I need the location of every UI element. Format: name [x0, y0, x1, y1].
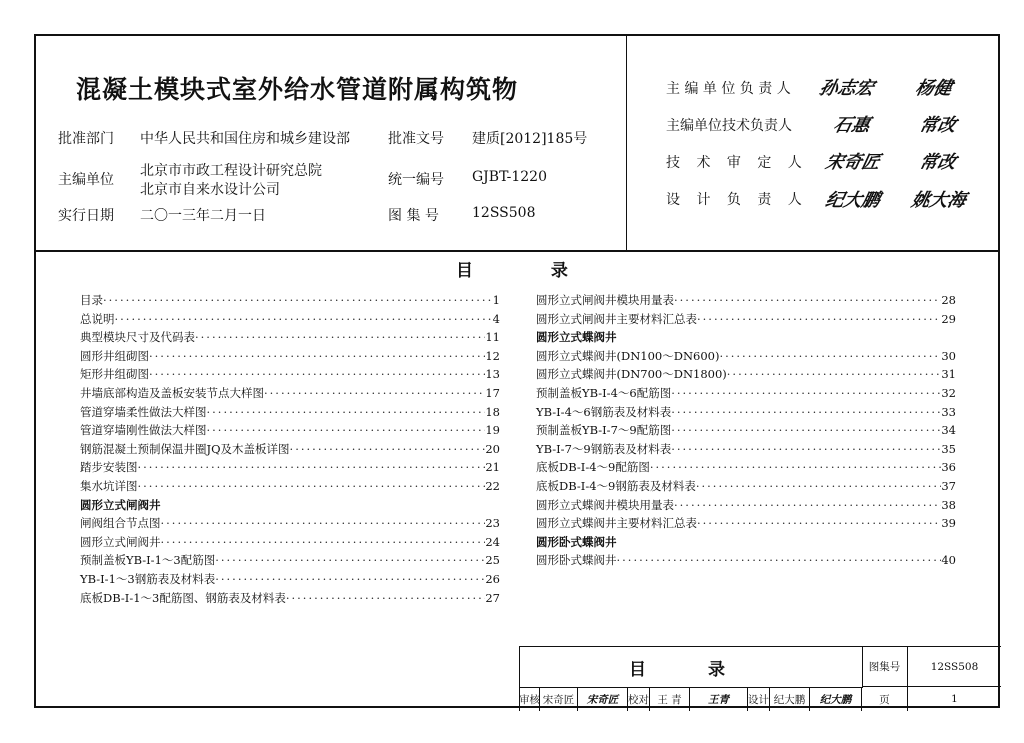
toc-dot-leader	[215, 551, 485, 570]
toc-entry[interactable]	[536, 496, 956, 515]
toc-dot-leader	[215, 570, 485, 589]
cover-header	[36, 36, 998, 252]
title-block	[519, 646, 1001, 711]
toc-entry-page: 32	[941, 385, 956, 400]
header-info-panel	[36, 36, 627, 250]
atlas-no-value: 12SS508	[472, 205, 536, 221]
toc-entry-title: 底板DB-Ⅰ-1～3配筋图、钢筋表及材料表	[80, 590, 286, 605]
toc-entry[interactable]	[80, 403, 500, 422]
effective-date-label: 实行日期	[58, 208, 114, 224]
titleblock-atlas-value: 12SS508	[908, 647, 1001, 687]
toc-section-heading	[536, 328, 956, 347]
toc-entry[interactable]	[536, 477, 956, 496]
signature-reviewer-1: 宋奇匠	[823, 152, 882, 173]
toc-entry-page: 29	[941, 311, 956, 326]
toc-dot-leader	[149, 365, 485, 384]
titleblock-page-value: 1	[951, 693, 958, 705]
toc-entry-page: 24	[485, 534, 500, 549]
toc-entry[interactable]	[536, 514, 956, 533]
toc-dot-leader	[161, 533, 486, 552]
toc-dot-leader	[195, 328, 485, 347]
toc-entry[interactable]	[80, 589, 500, 608]
toc-entry-page: 39	[941, 516, 956, 531]
toc-dot-leader	[697, 514, 941, 533]
toc-entry-title: YB-Ⅰ-4～6钢筋表及材料表	[536, 404, 672, 419]
toc-entry-title: 目录	[80, 293, 103, 307]
signature-chief-unit-2: 杨健	[913, 78, 954, 99]
editor-unit-value-2: 北京市自来水设计公司	[140, 182, 280, 198]
toc-entry-title: 集水坑详图	[80, 478, 138, 493]
toc-entry-page: 30	[941, 348, 956, 363]
toc-entry-title: 预制盖板YB-Ⅰ-4～6配筋图	[536, 385, 672, 400]
toc-entry[interactable]	[536, 310, 956, 329]
toc-entry-title: 圆形立式蝶阀井模块用量表	[536, 497, 674, 512]
toc-entry-title: 圆形立式蝶阀井主要材料汇总表	[536, 516, 697, 531]
toc-dot-leader	[674, 496, 941, 515]
toc-dot-leader	[138, 477, 486, 496]
toc-entry-title: 井墙底部构造及盖板安装节点大样图	[80, 385, 264, 400]
toc-dot-leader	[696, 477, 942, 496]
toc-entry-page: 28	[941, 293, 956, 307]
toc-dot-leader	[671, 440, 941, 459]
toc-entry-page: 18	[485, 404, 500, 419]
toc-dot-leader	[719, 347, 941, 366]
titleblock-design-signature: 纪大鹏	[810, 687, 862, 711]
toc-entry[interactable]	[80, 310, 500, 329]
toc-entry-page: 21	[485, 460, 500, 475]
toc-section-heading	[80, 496, 500, 515]
toc-dot-leader	[650, 458, 942, 477]
signature-chief-unit-1: 孙志宏	[817, 78, 876, 99]
toc-dot-leader	[161, 514, 486, 533]
titleblock-title: 目 录	[520, 647, 863, 688]
toc-entry-title: 钢筋混凝土预制保温井圈JQ及木盖板详图	[80, 441, 290, 456]
editor-unit-label: 主编单位	[58, 172, 114, 188]
toc-entry-title: 底板DB-Ⅰ-4～9钢筋表及材料表	[536, 478, 696, 493]
signature-role-tech-lead: 主编单位技术负责人	[666, 118, 792, 134]
toc-entry[interactable]	[536, 365, 956, 384]
toc-entry-title: 圆形卧式蝶阀井	[536, 534, 617, 549]
toc-entry-page: 13	[485, 367, 500, 382]
toc-entry-title: YB-Ⅰ-7～9钢筋表及材料表	[536, 441, 672, 456]
toc-entry-page: 25	[485, 553, 500, 568]
toc-entry[interactable]	[80, 440, 500, 459]
toc-entry-page: 4	[492, 311, 500, 326]
toc-entry-title: 管道穿墙刚性做法大样图	[80, 423, 207, 438]
toc-dot-leader	[671, 384, 941, 403]
toc-entry[interactable]	[536, 551, 956, 570]
toc-entry-title: 踏步安装图	[80, 460, 138, 475]
toc-entry-page: 38	[941, 497, 956, 512]
titleblock-check-label: 校对	[628, 687, 650, 711]
editor-unit-value-1: 北京市市政工程设计研究总院	[140, 163, 322, 179]
toc-entry[interactable]	[80, 421, 500, 440]
toc-entry-title: 矩形井组砌图	[80, 367, 149, 382]
toc-entry[interactable]	[80, 365, 500, 384]
approval-doc-value: 建质[2012]185号	[472, 131, 588, 147]
toc-entry[interactable]	[80, 347, 500, 366]
toc-dot-leader	[286, 589, 486, 608]
approval-dept-label: 批准部门	[58, 131, 114, 147]
approval-dept-value: 中华人民共和国住房和城乡建设部	[140, 131, 350, 147]
toc-entry-title: YB-Ⅰ-1～3钢筋表及材料表	[80, 571, 216, 586]
toc-entry[interactable]	[80, 384, 500, 403]
toc-dot-leader	[290, 440, 486, 459]
unified-no-value: GJBT-1220	[472, 169, 547, 185]
signature-design-lead-2: 姚大海	[909, 190, 968, 211]
signature-role-reviewer: 技 术 审 定 人	[666, 155, 808, 171]
titleblock-check-signature: 王青	[690, 687, 748, 711]
toc-heading: 目 录	[456, 261, 604, 281]
unified-no-label: 统一编号	[388, 172, 444, 188]
toc-dot-leader	[115, 310, 493, 329]
toc-entry-page: 40	[941, 553, 956, 568]
titleblock-review-signature: 宋奇匠	[578, 687, 628, 711]
toc-entry-title: 圆形立式闸阀井	[80, 534, 161, 549]
toc-section-heading	[536, 533, 956, 552]
toc-entry-page: 36	[941, 460, 956, 475]
titleblock-design-label: 设计	[748, 687, 770, 711]
toc-entry-title: 圆形立式蝶阀井	[536, 330, 617, 345]
toc-entry-page: 26	[485, 571, 500, 586]
toc-entry[interactable]	[80, 514, 500, 533]
titleblock-atlas-label: 图集号	[862, 647, 908, 687]
toc-entry[interactable]	[80, 551, 500, 570]
toc-entry[interactable]	[536, 421, 956, 440]
toc-dot-leader	[138, 458, 486, 477]
toc-entry-title: 管道穿墙柔性做法大样图	[80, 404, 207, 419]
toc-entry-title: 底板DB-Ⅰ-4～9配筋图	[536, 460, 650, 475]
toc-entry-page: 12	[485, 348, 500, 363]
toc-dot-leader	[207, 403, 486, 422]
toc-entry-page: 35	[941, 441, 956, 456]
toc-entry-page: 17	[485, 385, 500, 400]
titleblock-review-label: 审核	[520, 687, 540, 711]
effective-date-value: 二〇一三年二月一日	[140, 208, 266, 224]
signature-tech-lead-1: 石惠	[831, 115, 872, 136]
toc-entry-title: 预制盖板YB-Ⅰ-1～3配筋图	[80, 553, 216, 568]
toc-dot-leader	[264, 384, 485, 403]
toc-dot-leader	[727, 365, 942, 384]
atlas-no-label: 图 集 号	[388, 208, 439, 224]
toc-entry[interactable]	[80, 570, 500, 589]
toc-entry-title: 闸阀组合节点图	[80, 516, 161, 531]
toc-entry-page: 34	[941, 423, 956, 438]
toc-entry[interactable]	[80, 458, 500, 477]
toc-entry-page: 1	[492, 293, 500, 307]
toc-entry-title: 圆形立式闸阀井模块用量表	[536, 293, 674, 307]
toc-entry-page: 23	[485, 516, 500, 531]
toc-entry[interactable]	[80, 477, 500, 496]
toc-entry[interactable]	[536, 291, 956, 310]
atlas-title: 混凝土模块式室外给水管道附属构筑物	[76, 75, 519, 104]
toc-entry-title: 圆形立式闸阀井	[80, 497, 161, 512]
toc-dot-leader	[207, 421, 486, 440]
toc-entry[interactable]	[80, 533, 500, 552]
toc-left-column	[80, 291, 500, 607]
toc-entry-title: 预制盖板YB-Ⅰ-7～9配筋图	[536, 423, 672, 438]
toc-entry-page: 22	[485, 478, 500, 493]
toc-dot-leader	[149, 347, 485, 366]
toc-entry[interactable]	[536, 440, 956, 459]
toc-entry-page: 31	[941, 367, 956, 382]
toc-entry-title: 圆形立式蝶阀井(DN700～DN1800)	[536, 367, 727, 382]
toc-entry-title: 圆形立式蝶阀井(DN100～DN600)	[536, 348, 720, 363]
drawing-frame	[34, 34, 1000, 708]
toc-entry[interactable]	[536, 384, 956, 403]
toc-entry-title: 圆形井组砌图	[80, 348, 149, 363]
titleblock-page-label: 页	[862, 687, 908, 711]
toc-entry-title: 圆形卧式蝶阀井	[536, 553, 617, 568]
toc-entry[interactable]	[536, 403, 956, 422]
toc-dot-leader	[671, 421, 941, 440]
toc-entry-page: 11	[485, 330, 500, 345]
toc-entry-page: 33	[941, 404, 956, 419]
toc-entry-page: 20	[485, 441, 500, 456]
toc-entry-title: 圆形立式闸阀井主要材料汇总表	[536, 311, 697, 326]
titleblock-review-name: 宋奇匠	[540, 687, 578, 711]
toc-entry[interactable]	[536, 347, 956, 366]
titleblock-check-name: 王 青	[650, 687, 690, 711]
signature-role-design-lead: 设 计 负 责 人	[666, 192, 808, 208]
signature-reviewer-2: 常改	[917, 152, 958, 173]
toc-dot-leader	[617, 551, 942, 570]
toc-entry-title: 典型模块尺寸及代码表	[80, 330, 195, 345]
titleblock-design-name: 纪大鹏	[770, 687, 810, 711]
toc-entry-page: 37	[941, 478, 956, 493]
toc-dot-leader	[671, 403, 941, 422]
toc-entry-page: 19	[485, 423, 500, 438]
signature-design-lead-1: 纪大鹏	[823, 190, 882, 211]
toc-entry-page: 27	[485, 590, 500, 605]
toc-entry-title: 总说明	[80, 311, 115, 326]
toc-entry[interactable]	[80, 328, 500, 347]
toc-dot-leader	[697, 310, 941, 329]
toc-entry[interactable]	[80, 291, 500, 310]
toc-right-column	[536, 291, 956, 570]
toc-dot-leader	[674, 291, 941, 310]
approval-doc-label: 批准文号	[388, 131, 444, 147]
toc-entry[interactable]	[536, 458, 956, 477]
signature-role-chief-unit: 主 编 单 位 负 责 人	[666, 81, 791, 97]
signature-tech-lead-2: 常改	[917, 115, 958, 136]
toc-dot-leader	[103, 291, 493, 310]
